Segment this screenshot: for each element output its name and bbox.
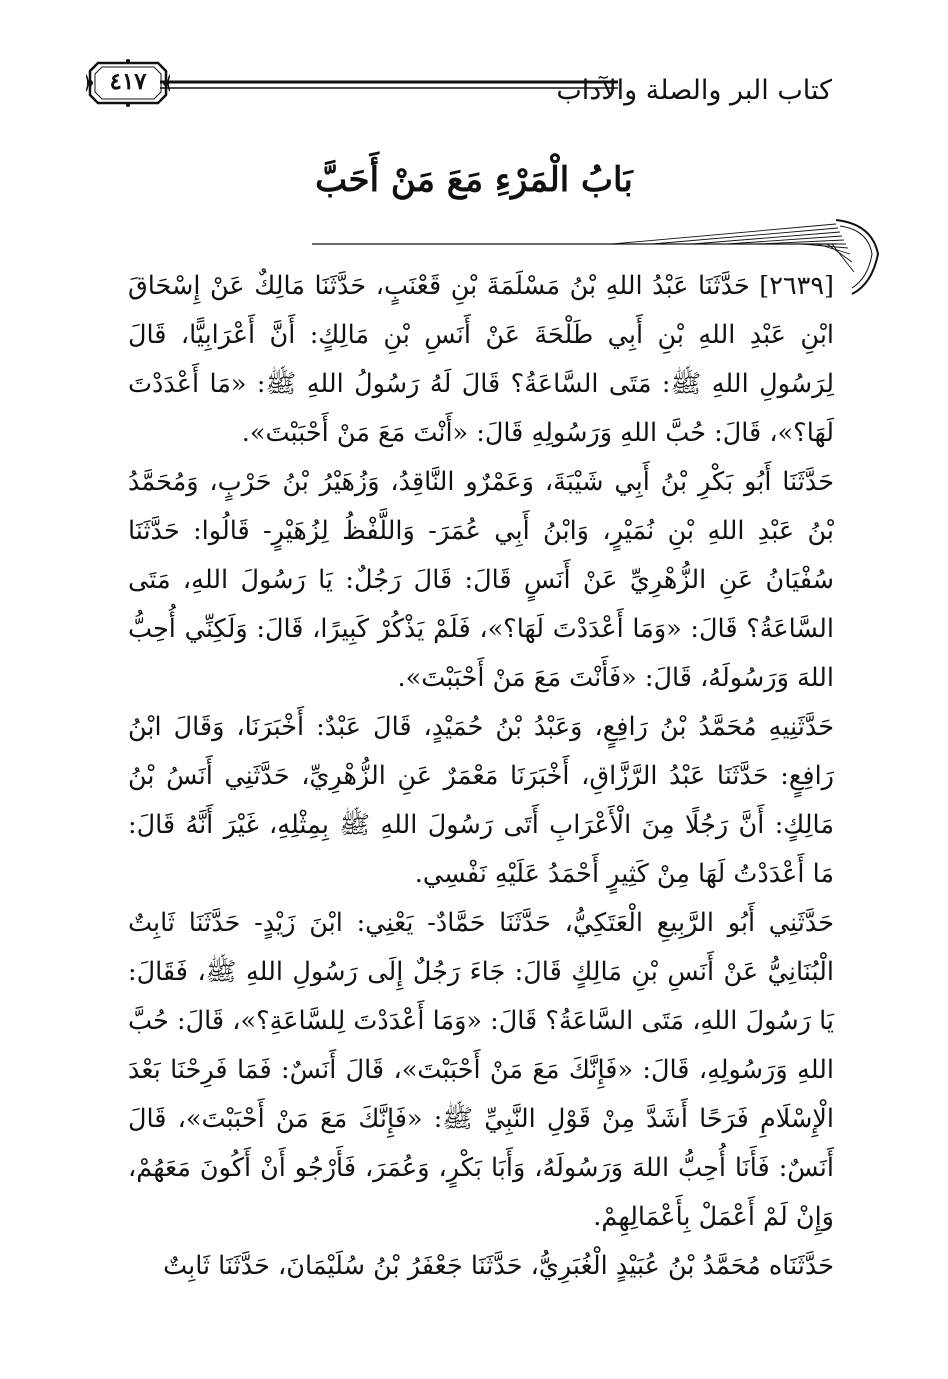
hadith-text	[128, 262, 834, 1281]
hadith-paragraph: حَدَّثَنَاه مُحَمَّدُ بْنُ عُبَيْدٍ الْغُبَرِيُّ، حَدَّثَنَا جَعْفَرُ بْنُ سُلَيْمَانَ، حَدَّثَنَا ثَابِتٌ	[163, 1251, 834, 1281]
hadith-paragraph: حَدَّثَنِيهِ مُحَمَّدُ بْنُ رَافِعٍ، وَعَبْدُ بْنُ حُمَيْدٍ، قَالَ عَبْدٌ: أَخْبَرَنَا، وَقَالَ ابْنُ رَافِعٍ: حَدَّثَنَا عَبْدُ الرَّزَّاقِ، أَخْبَرَنَا مَعْمَرٌ عَنِ الزُّهْرِيِّ، حَدَّثَنِي أَنَسُ بْنُ مَالِكٍ: أَنَّ رَجُلًا مِنَ الْأَعْرَابِ أَتَى رَسُولَ اللهِ ﷺ بِمِثْلِهِ، غَيْرَ أَنَّهُ قَالَ: مَا أَعْدَدْتُ لَهَا مِنْ كَثِيرٍ أَحْمَدُ عَلَيْهِ نَفْسِي.	[128, 712, 834, 889]
header-double-rule	[160, 78, 618, 92]
hadith-paragraph: حَدَّثَنَا أَبُو بَكْرِ بْنُ أَبِي شَيْبَةَ، وَعَمْرٌو النَّاقِدُ، وَزُهَيْرُ بْنُ حَرْبٍ، وَمُحَمَّدُ بْنُ عَبْدِ اللهِ بْنِ نُمَيْرٍ، وَابْنُ أَبِي عُمَرَ- وَاللَّفْظُ لِزُهَيْرٍ- قَالُوا: حَدَّثَنَا سُفْيَانُ عَنِ الزُّهْرِيِّ عَنْ أَنَسٍ قَالَ: قَالَ رَجُلٌ: يَا رَسُولَ اللهِ، مَتَى السَّاعَةُ؟ قَالَ: «وَمَا أَعْدَدْتَ لَهَا؟»، فَلَمْ يَذْكُرْ كَبِيرًا، قَالَ: وَلَكِنِّي أُحِبُّ اللهَ وَرَسُولَهُ، قَالَ: «فَأَنْتَ مَعَ مَنْ أَحْبَبْتَ».	[128, 467, 834, 693]
page-number: ٤١٧	[109, 68, 147, 95]
hadith-paragraph: [٢٦٣٩] حَدَّثَنَا عَبْدُ اللهِ بْنُ مَسْلَمَةَ بْنِ قَعْنَبٍ، حَدَّثَنَا مَالِكٌ عَنْ إِسْحَاقَ ابْنِ عَبْدِ اللهِ بْنِ أَبِي طَلْحَةَ عَنْ أَنَسِ بْنِ مَالِكٍ: أَنَّ أَعْرَابِيًّا، قَالَ لِرَسُولِ اللهِ ﷺ: مَتَى السَّاعَةُ؟ قَالَ لَهُ رَسُولُ اللهِ ﷺ: «مَا أَعْدَدْتَ لَهَا؟»، قَالَ: حُبَّ اللهِ وَرَسُولِهِ قَالَ: «أَنْتَ مَعَ مَنْ أَحْبَبْتَ».	[128, 271, 834, 448]
chapter-title: بَابُ الْمَرْءِ مَعَ مَنْ أَحَبَّ	[315, 160, 633, 200]
running-header-title: كتاب البر والصلة والآداب	[556, 75, 832, 106]
hadith-paragraph: حَدَّثَنِي أَبُو الرَّبِيعِ الْعَتَكِيُّ، حَدَّثَنَا حَمَّادٌ- يَعْنِي: ابْنَ زَيْدٍ- حَدَّثَنَا ثَابِتٌ الْبُنَانِيُّ عَنْ أَنَسِ بْنِ مَالِكٍ قَالَ: جَاءَ رَجُلٌ إِلَى رَسُولِ اللهِ ﷺ، فَقَالَ: يَا رَسُولَ اللهِ، مَتَى السَّاعَةُ؟ قَالَ: «وَمَا أَعْدَدْتَ لِلسَّاعَةِ؟»، قَالَ: حُبَّ اللهِ وَرَسُولِهِ، قَالَ: «فَإِنَّكَ مَعَ مَنْ أَحْبَبْتَ»، قَالَ أَنَسٌ: فَمَا فَرِحْنَا بَعْدَ الْإِسْلَامِ فَرَحًا أَشَدَّ مِنْ قَوْلِ النَّبِيِّ ﷺ: «فَإِنَّكَ مَعَ مَنْ أَحْبَبْتَ»، قَالَ أَنَسٌ: فَأَنَا أُحِبُّ اللهَ وَرَسُولَهُ، وَأَبَا بَكْرٍ، وَعُمَرَ، فَأَرْجُو أَنْ أَكُونَ مَعَهُمْ، وَإِنْ لَمْ أَعْمَلْ بِأَعْمَالِهِمْ.	[128, 908, 834, 1232]
